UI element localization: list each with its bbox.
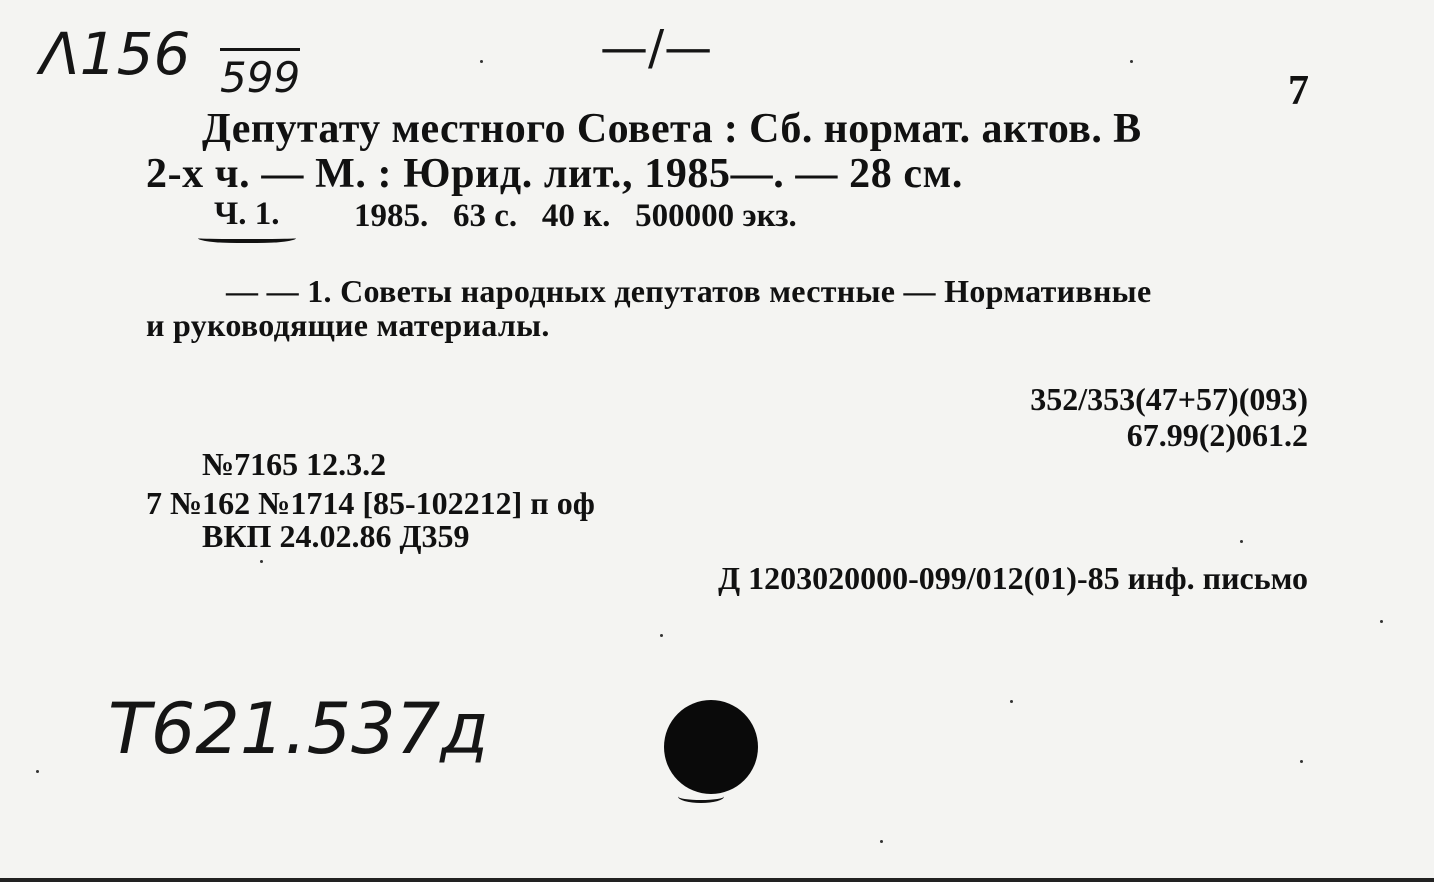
- scan-speck: [480, 60, 483, 63]
- subject-line-1: — — 1. Советы народных депутатов местные — Нормативные: [226, 273, 1152, 309]
- handwritten-shelf-number: [40, 20, 190, 88]
- scan-speck: [36, 770, 39, 773]
- title-line-2: 2-х ч. — М. : Юрид. лит., 1985—. — 28 см.: [146, 151, 963, 197]
- scan-speck: [1240, 540, 1243, 543]
- handwritten-shelf-subnumber: [220, 48, 300, 102]
- bbk-code: 67.99(2)061.2: [1126, 417, 1308, 453]
- handwritten-page-mark-text: —/—: [600, 20, 713, 76]
- catalog-line-1: №7165 12.3.2: [202, 446, 387, 482]
- card-number: 7: [1288, 68, 1309, 114]
- index-line: Д 1203020000-099/012(01)-85 инф. письмо: [718, 560, 1308, 596]
- title-line-1: Депутату местного Совета : Сб. нормат. актов. В: [202, 106, 1142, 152]
- scan-speck: [1300, 760, 1303, 763]
- part-label: Ч. 1.: [214, 196, 280, 232]
- catalog-line-2: 7 №162 №1714 [85-102212] п оф: [146, 485, 595, 521]
- scan-speck: [1010, 700, 1013, 703]
- punch-hole: [664, 700, 758, 794]
- handwritten-call-number: [108, 688, 489, 770]
- punch-hole-shadow: [678, 790, 724, 803]
- udc-code: 352/353(47+57)(093): [1030, 381, 1308, 417]
- part-details: 1985. 63 с. 40 к. 500000 экз.: [354, 198, 797, 234]
- handwritten-call-number-text: T621.537д: [108, 688, 489, 770]
- scan-speck: [1130, 60, 1133, 63]
- part-underline: [198, 231, 296, 243]
- card-bottom-edge: [0, 878, 1434, 882]
- scan-speck: [880, 840, 883, 843]
- scan-speck: [660, 634, 663, 637]
- scan-speck: [260, 560, 263, 563]
- handwritten-page-mark: [600, 20, 712, 76]
- handwritten-shelf-number-main: Λ156: [40, 20, 191, 88]
- handwritten-shelf-subnumber-text: 599: [220, 53, 301, 102]
- catalog-line-3: ВКП 24.02.86 Д359: [202, 518, 470, 554]
- subject-line-2: и руководящие материалы.: [146, 307, 550, 343]
- scan-speck: [1380, 620, 1383, 623]
